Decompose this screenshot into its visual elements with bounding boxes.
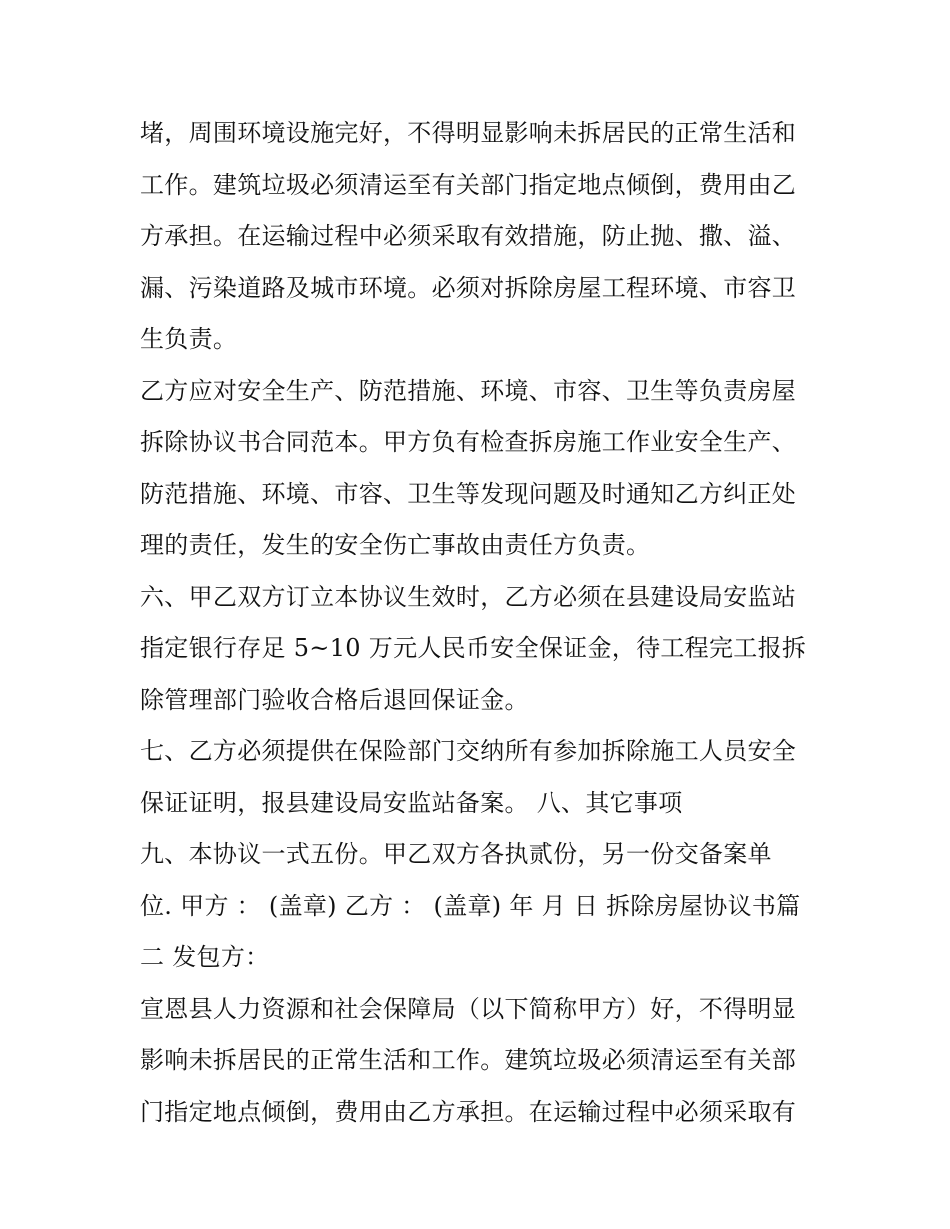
text-line: 指定银行存足 5~10 万元人民币安全保证金，待工程完工报拆 (140, 634, 807, 662)
text-line: 乙方应对安全生产、防范措施、环境、市容、卫生等负责房屋 (140, 376, 797, 405)
text-line: 生负责。 (140, 325, 238, 353)
text-line: 二 发包方： (140, 943, 270, 971)
text-line: 除管理部门验收合格后退回保证金。 (140, 685, 529, 714)
text-line: 九、本协议一式五份。甲乙双方各执贰份，另一份交备案单 (140, 840, 772, 868)
text-line: 宣恩县人力资源和社会保障局（以下简称甲方）好，不得明显 (140, 994, 797, 1023)
text-line: 六、甲乙双方订立本协议生效时，乙方必须在县建设局安监站 (140, 582, 797, 611)
text-line: 工作。建筑垃圾必须清运至有关部门指定地点倾倒，费用由乙 (140, 170, 797, 199)
text-line: 堵，周围环境设施完好，不得明显影响未拆居民的正常生活和 (140, 119, 797, 147)
text-line: 拆除协议书合同范本。甲方负有检查拆房施工作业安全生产、 (140, 428, 797, 456)
text-line: 理的责任，发生的安全伤亡事故由责任方负责。 (140, 531, 651, 559)
text-line: 防范措施、环境、市容、卫生等发现问题及时通知乙方纠正处 (140, 479, 797, 508)
text-line: 位. 甲方 ： (盖章) 乙方 ： (盖章) 年 月 日 拆除房屋协议书篇 (140, 891, 801, 920)
text-line: 门指定地点倾倒，费用由乙方承担。在运输过程中必须采取有 (140, 1097, 797, 1126)
text-line: 七、乙方必须提供在保险部门交纳所有参加拆除施工人员安全 (140, 737, 797, 765)
text-line: 漏、污染道路及城市环境。必须对拆除房屋工程环境、市容卫 (140, 273, 797, 302)
text-line: 方承担。在运输过程中必须采取有效措施，防止抛、撒、溢、 (140, 222, 797, 250)
document-body (140, 108, 830, 1138)
text-line: 保证证明，报县建设局安监站备案。 八、其它事项 (140, 788, 683, 817)
text-line: 影响未拆居民的正常生活和工作。建筑垃圾必须清运至有关部 (140, 1046, 797, 1074)
